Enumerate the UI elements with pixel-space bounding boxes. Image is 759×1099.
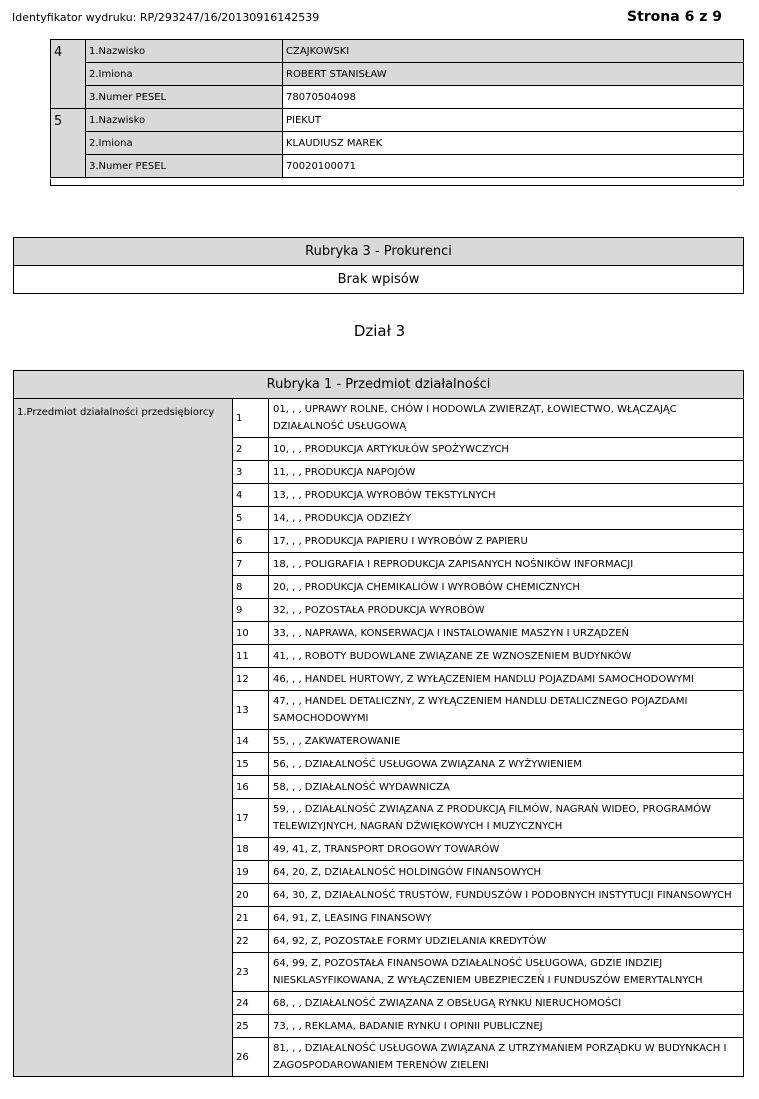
table-row [51,155,744,178]
table-row [14,399,744,438]
table-row [51,132,744,155]
activities-table [13,370,744,1077]
item-number: 23 [233,953,269,992]
person-number: 5 [51,109,86,178]
item-number: 8 [233,576,269,599]
field-label: 2.Imiona [86,63,283,86]
item-description: 49, 41, Z, TRANSPORT DROGOWY TOWARÓW [269,838,744,861]
item-number: 9 [233,599,269,622]
persons-table-footer [50,179,744,186]
item-description: 47, , , HANDEL DETALICZNY, Z WYŁĄCZENIEM HANDLU DETALICZNEGO POJAZDAMI SAMOCHODOWYMI [269,691,744,730]
item-description: 64, 30, Z, DZIAŁALNOŚĆ TRUSTÓW, FUNDUSZÓW I PODOBNYCH INSTYTUCJI FINANSOWYCH [269,884,744,907]
item-number: 26 [233,1038,269,1077]
item-description: 33, , , NAPRAWA, KONSERWACJA I INSTALOWANIE MASZYN I URZĄDZEŃ [269,622,744,645]
item-description: 55, , , ZAKWATEROWANIE [269,730,744,753]
item-number: 19 [233,861,269,884]
item-description: 17, , , PRODUKCJA PAPIERU I WYROBÓW Z PAPIERU [269,530,744,553]
page-number: Strona 6 z 9 [627,9,722,25]
item-description: 01, , , UPRAWY ROLNE, CHÓW I HODOWLA ZWIERZĄT, ŁOWIECTWO, WŁĄCZAJĄC DZIAŁALNOŚĆ USŁUGOWĄ [269,399,744,438]
item-description: 56, , , DZIAŁALNOŚĆ USŁUGOWA ZWIĄZANA Z WYŻYWIENIEM [269,753,744,776]
table-row [51,109,744,132]
item-number: 14 [233,730,269,753]
item-number: 1 [233,399,269,438]
rubryka-3-table [13,237,744,294]
item-description: 13, , , PRODUKCJA WYROBÓW TEKSTYLNYCH [269,484,744,507]
field-value: CZAJKOWSKI [283,40,744,63]
persons-table [50,39,744,178]
item-number: 7 [233,553,269,576]
field-label: 3.Numer PESEL [86,86,283,109]
item-number: 25 [233,1015,269,1038]
item-description: 14, , , PRODUKCJA ODZIEŻY [269,507,744,530]
table-row [51,63,744,86]
item-description: 64, 99, Z, POZOSTAŁA FINANSOWA DZIAŁALNOŚĆ USŁUGOWA, GDZIE INDZIEJ NIESKLASYFIKOWANA, Z WYŁĄCZENIEM UBEZPIECZEŃ I FUNDUSZÓW EMERYTALNYCH [269,953,744,992]
item-description: 32, , , POZOSTAŁA PRODUKCJA WYROBÓW [269,599,744,622]
table-row [51,86,744,109]
item-description: 64, 91, Z, LEASING FINANSOWY [269,907,744,930]
field-value: ROBERT STANISŁAW [283,63,744,86]
item-number: 5 [233,507,269,530]
item-number: 12 [233,668,269,691]
field-label: 1.Nazwisko [86,109,283,132]
item-number: 15 [233,753,269,776]
item-description: 46, , , HANDEL HURTOWY, Z WYŁĄCZENIEM HANDLU POJAZDAMI SAMOCHODOWYMI [269,668,744,691]
rubryka-3-title: Rubryka 3 - Prokurenci [14,238,744,266]
item-number: 3 [233,461,269,484]
rubryka-3-value: Brak wpisów [14,266,744,294]
field-label: 3.Numer PESEL [86,155,283,178]
item-description: 10, , , PRODUKCJA ARTYKUŁÓW SPOŻYWCZYCH [269,438,744,461]
item-number: 22 [233,930,269,953]
section-label: 1.Przedmiot działalności przedsiębiorcy [14,399,233,1077]
item-number: 4 [233,484,269,507]
item-description: 81, , , DZIAŁALNOŚĆ USŁUGOWA ZWIĄZANA Z UTRZYMANIEM PORZĄDKU W BUDYNKACH I ZAGOSPODAROWANIEM TERENÓW ZIELENI [269,1038,744,1077]
item-number: 2 [233,438,269,461]
field-label: 2.Imiona [86,132,283,155]
item-number: 10 [233,622,269,645]
item-number: 6 [233,530,269,553]
section-heading: Dział 3 [353,322,406,340]
item-number: 16 [233,776,269,799]
table-row [51,40,744,63]
item-number: 11 [233,645,269,668]
rubryka-1-title: Rubryka 1 - Przedmiot działalności [14,371,744,399]
item-description: 41, , , ROBOTY BUDOWLANE ZWIĄZANE ZE WZNOSZENIEM BUDYNKÓW [269,645,744,668]
item-number: 13 [233,691,269,730]
field-value: 78070504098 [283,86,744,109]
item-number: 17 [233,799,269,838]
item-description: 73, , , REKLAMA, BADANIE RYNKU I OPINII PUBLICZNEJ [269,1015,744,1038]
item-number: 18 [233,838,269,861]
field-value: KLAUDIUSZ MAREK [283,132,744,155]
field-value: 70020100071 [283,155,744,178]
item-number: 21 [233,907,269,930]
item-description: 18, , , POLIGRAFIA I REPRODUKCJA ZAPISANYCH NOŚNIKÓW INFORMACJI [269,553,744,576]
item-description: 59, , , DZIAŁALNOŚĆ ZWIĄZANA Z PRODUKCJĄ FILMÓW, NAGRAŃ WIDEO, PROGRAMÓW TELEWIZYJNYCH, NAGRAŃ DŹWIĘKOWYCH I MUZYCZNYCH [269,799,744,838]
item-description: 20, , , PRODUKCJA CHEMIKALIÓW I WYROBÓW CHEMICZNYCH [269,576,744,599]
field-label: 1.Nazwisko [86,40,283,63]
item-description: 11, , , PRODUKCJA NAPOJÓW [269,461,744,484]
item-description: 64, 92, Z, POZOSTAŁE FORMY UDZIELANIA KREDYTÓW [269,930,744,953]
field-value: PIEKUT [283,109,744,132]
print-identifier: Identyfikator wydruku: RP/293247/16/20130916142539 [12,11,320,24]
item-description: 68, , , DZIAŁALNOŚĆ ZWIĄZANA Z OBSŁUGĄ RYNKU NIERUCHOMOŚCI [269,992,744,1015]
item-description: 64, 20, Z, DZIAŁALNOŚĆ HOLDINGÓW FINANSOWYCH [269,861,744,884]
item-number: 20 [233,884,269,907]
person-number: 4 [51,40,86,109]
item-number: 24 [233,992,269,1015]
item-description: 58, , , DZIAŁALNOŚĆ WYDAWNICZA [269,776,744,799]
